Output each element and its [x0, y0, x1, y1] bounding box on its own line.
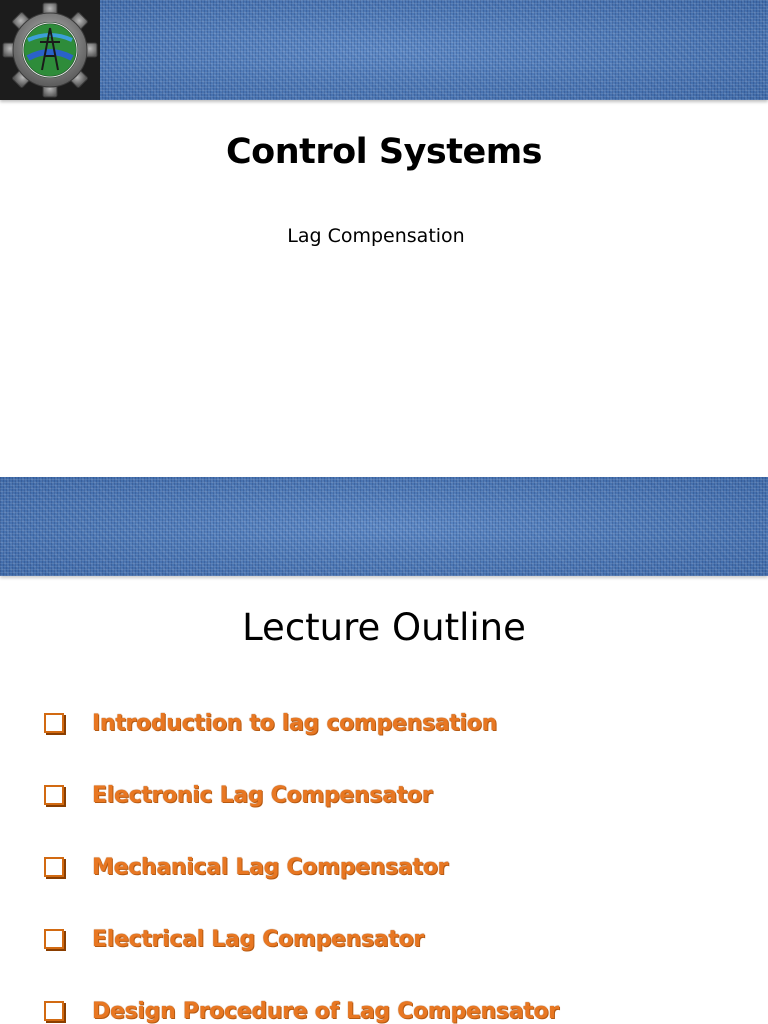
checkbox-bullet-icon — [44, 713, 64, 733]
outline-item-label: Design Procedure of Lag Compensator — [92, 998, 559, 1024]
logo — [0, 0, 100, 100]
checkbox-bullet-icon — [44, 857, 64, 877]
outline-item-label: Electronic Lag Compensator — [92, 782, 433, 808]
outline-item — [40, 981, 559, 1024]
outline-item — [40, 909, 559, 981]
outline-item — [40, 765, 559, 837]
gear-power-logo-icon — [0, 0, 100, 100]
middle-texture-banner — [0, 477, 768, 576]
outline-item-label: Mechanical Lag Compensator — [92, 854, 449, 880]
outline-item — [40, 837, 559, 909]
checkbox-bullet-icon — [44, 785, 64, 805]
top-texture-banner — [0, 0, 768, 100]
outline-item — [40, 693, 559, 765]
outline-title: Lecture Outline — [242, 606, 526, 649]
outline-list — [40, 693, 559, 1024]
checkbox-bullet-icon — [44, 1001, 64, 1021]
slide-title: Control Systems — [226, 132, 542, 172]
outline-item-label: Electrical Lag Compensator — [92, 926, 424, 952]
slide-subtitle: Lag Compensation — [287, 225, 465, 247]
outline-item-label: Introduction to lag compensation — [92, 710, 497, 736]
checkbox-bullet-icon — [44, 929, 64, 949]
